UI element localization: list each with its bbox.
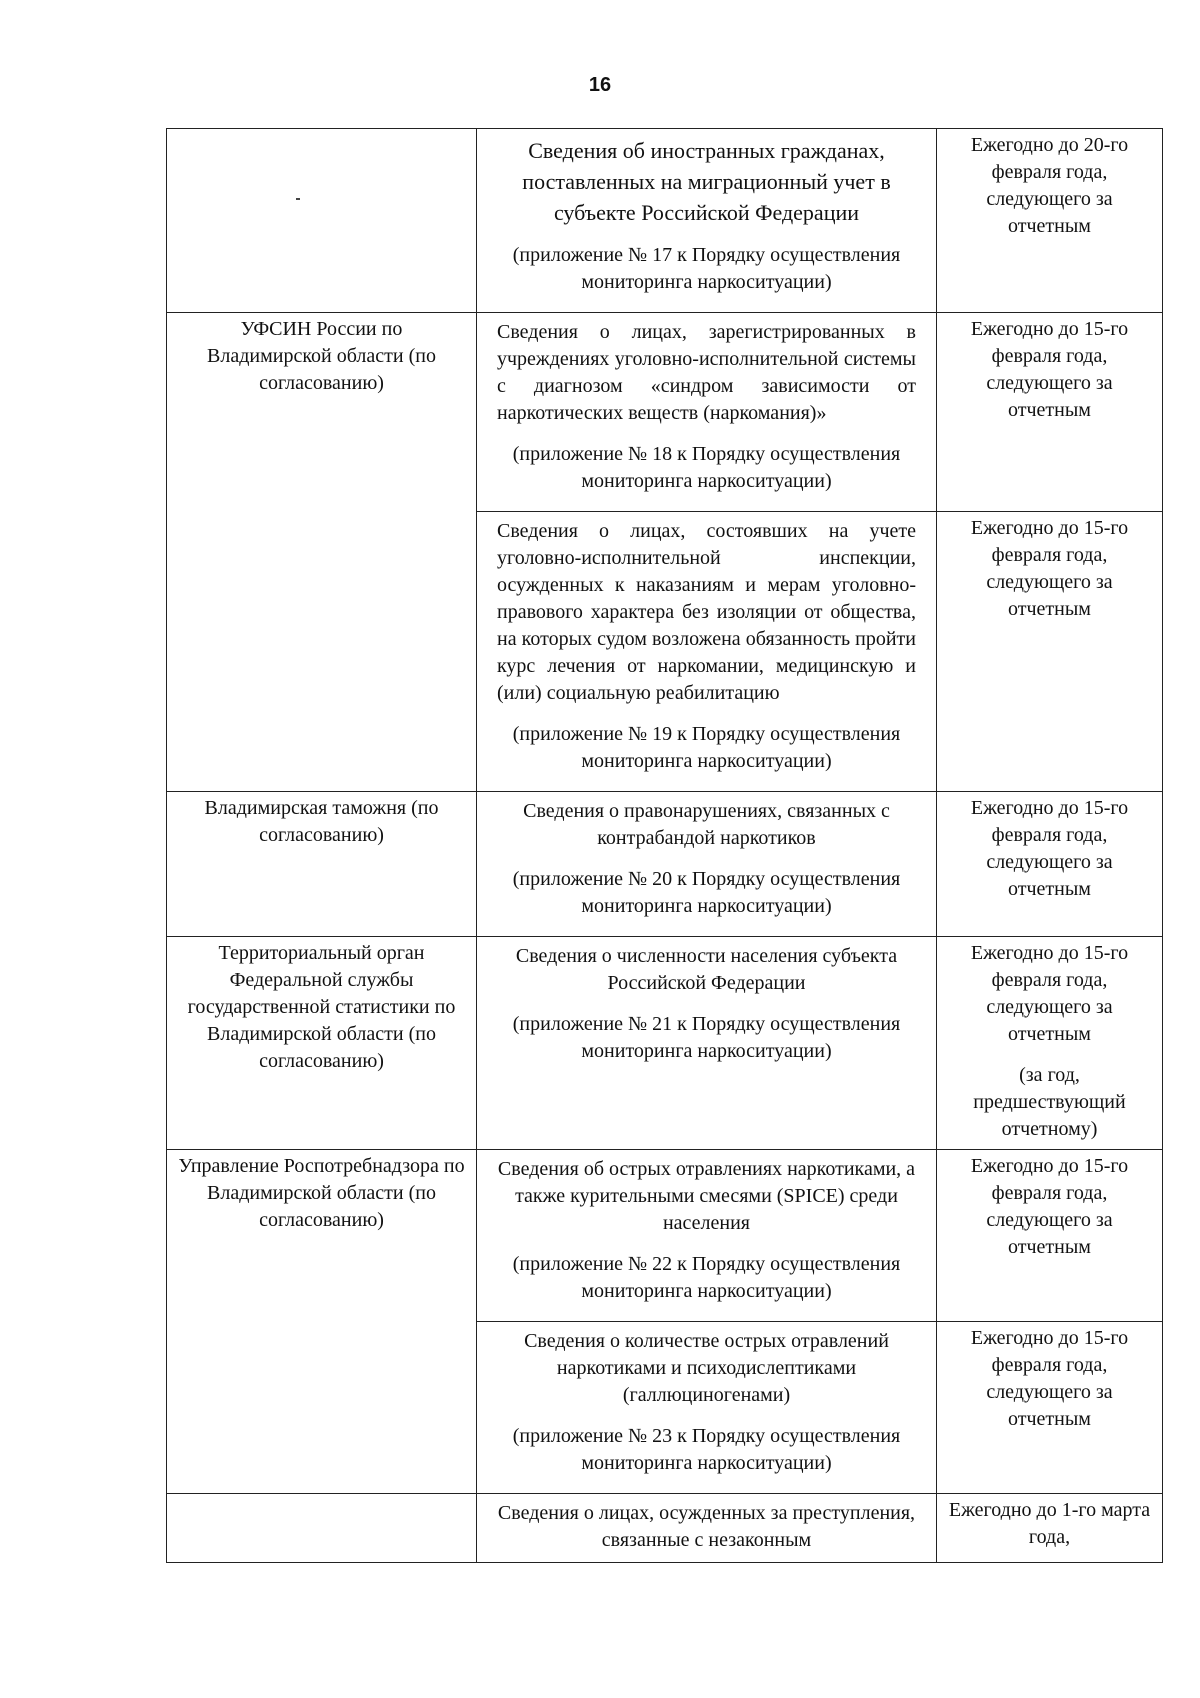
table-row: [167, 937, 1163, 1150]
info-item: [487, 1497, 926, 1556]
info-cell: [477, 512, 937, 792]
organization-cell: [167, 1494, 477, 1563]
table-row: [167, 792, 1163, 937]
info-cell: [477, 129, 937, 313]
appendix-reference: (приложение № 18 к Порядку осуществления мониторинга наркоситуации): [512, 443, 901, 492]
deadline-cell: [937, 1150, 1163, 1322]
appendix-reference: (приложение № 20 к Порядку осуществления мониторинга наркоситуации): [512, 868, 901, 917]
info-cell: [477, 1494, 937, 1563]
info-item: [487, 940, 926, 1075]
deadline-cell: [937, 129, 1163, 313]
info-description: Сведения о лицах, осужденных за преступления, связанные с незаконным: [497, 1502, 916, 1551]
info-description: Сведения о правонарушениях, связанных с контрабандой наркотиков: [523, 800, 890, 849]
table-row: [167, 1494, 1163, 1563]
organization-cell: УФСИН России по Владимирской области (по согласованию): [167, 313, 477, 792]
info-description: Сведения о лицах, зарегистрированных в учреждениях уголовно-исполнительной системы с диагнозом «синдром зависимости от наркотических веществ (наркомания)»: [497, 321, 916, 424]
organization-cell: Управление Роспотребнадзора по Владимирской области (по согласованию): [167, 1150, 477, 1494]
appendix-reference: (приложение № 19 к Порядку осуществления мониторинга наркоситуации): [512, 723, 901, 772]
deadline-text: Ежегодно до 15-го февраля года, следующего за отчетным: [970, 797, 1129, 900]
monitoring-table: [166, 128, 1163, 1563]
appendix-reference: (приложение № 22 к Порядку осуществления мониторинга наркоситуации): [512, 1253, 901, 1302]
table-row: [167, 313, 1163, 512]
info-cell: [477, 1322, 937, 1494]
info-cell: [477, 937, 937, 1150]
page-number: 16: [588, 74, 612, 96]
appendix-reference: (приложение № 23 к Порядку осуществления мониторинга наркоситуации): [512, 1425, 901, 1474]
deadline-text: Ежегодно до 1-го марта года,: [948, 1499, 1151, 1548]
info-item: [487, 132, 926, 306]
deadline-cell: [937, 937, 1163, 1150]
deadline-cell: [937, 792, 1163, 937]
deadline-cell: [937, 1494, 1163, 1563]
deadline-text: Ежегодно до 15-го февраля года, следующего за отчетным: [970, 1327, 1129, 1430]
info-description: Сведения о численности населения субъекта Российской Федерации: [515, 945, 898, 994]
info-description: Сведения о количестве острых отравлений наркотиками и психодислептиками (галлюциногенами): [524, 1330, 889, 1406]
organization-cell: [167, 129, 477, 313]
deadline-text: Ежегодно до 15-го февраля года, следующего за отчетным: [970, 318, 1129, 421]
info-item: [487, 1153, 926, 1315]
info-cell: [477, 1150, 937, 1322]
info-description: Сведения об иностранных гражданах, поставленных на миграционный учет в субъекте Российской Федерации: [522, 138, 891, 225]
organization-cell: Владимирская таможня (по согласованию): [167, 792, 477, 937]
organization-cell: Территориальный орган Федеральной службы государственной статистики по Владимирской области (по согласованию): [167, 937, 477, 1150]
info-description: Сведения о лицах, состоявших на учете уголовно-исполнительной инспекции, осужденных к наказаниям и мерам уголовно-правового характера без изоляции от общества, на которых судом возложена обязанность пройти курс лечения от наркомании, медицинскую и (или) социальную реабилитацию: [497, 520, 916, 704]
deadline-cell: [937, 1322, 1163, 1494]
deadline-cell: [937, 512, 1163, 792]
info-item: [487, 515, 926, 785]
table-row: [167, 129, 1163, 313]
deadline-note: (за год, предшествующий отчетному): [973, 1064, 1126, 1140]
appendix-reference: (приложение № 21 к Порядку осуществления мониторинга наркоситуации): [512, 1013, 901, 1062]
info-description: Сведения об острых отравлениях наркотиками, а также курительными смесями (SPICE) среди населения: [497, 1158, 916, 1234]
table-row: [167, 1150, 1163, 1322]
deadline-text: Ежегодно до 15-го февраля года, следующего за отчетным: [970, 517, 1129, 620]
info-cell: [477, 313, 937, 512]
deadline-cell: [937, 313, 1163, 512]
appendix-reference: (приложение № 17 к Порядку осуществления мониторинга наркоситуации): [512, 244, 901, 293]
deadline-text: Ежегодно до 15-го февраля года, следующего за отчетным: [970, 1155, 1129, 1258]
deadline-text: Ежегодно до 20-го февраля года, следующего за отчетным: [970, 134, 1129, 237]
info-item: [487, 795, 926, 930]
info-item: [487, 1325, 926, 1487]
info-cell: [477, 792, 937, 937]
info-item: [487, 316, 926, 505]
deadline-text: Ежегодно до 15-го февраля года, следующего за отчетным: [970, 942, 1129, 1045]
